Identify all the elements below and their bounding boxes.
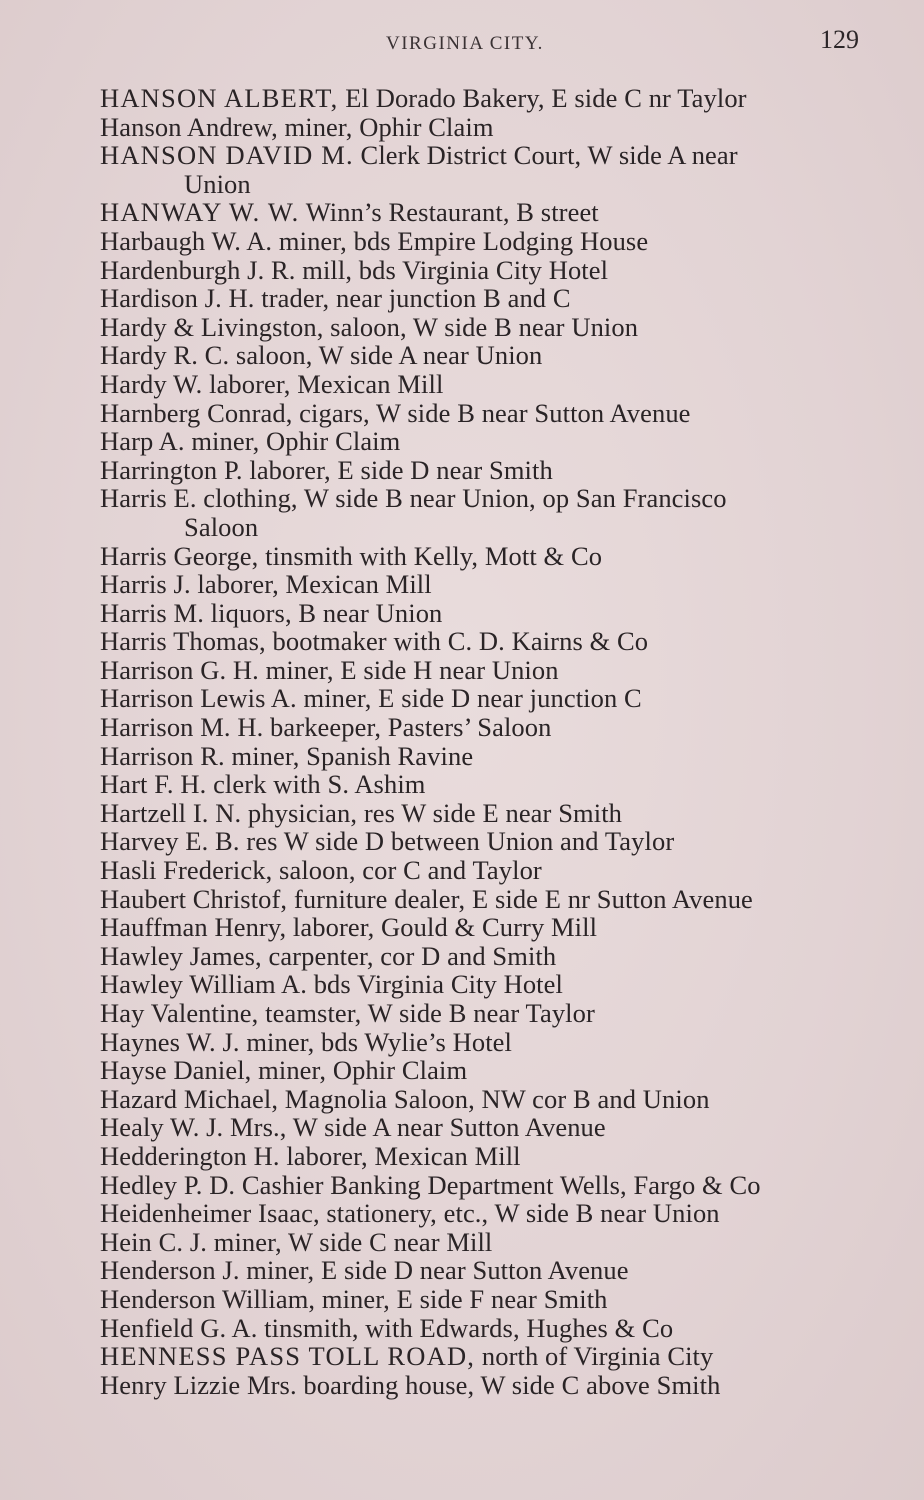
- entry-name: Harrison R.: [100, 740, 225, 771]
- directory-entry: [100, 827, 880, 856]
- directory-entry: [100, 284, 880, 313]
- entry-name: Harrison Lewis A.: [100, 683, 297, 714]
- entry-continuation: Union: [184, 168, 251, 199]
- entry-name: Henderson William,: [100, 1283, 316, 1314]
- entry-details: carpenter, cor D and Smith: [261, 940, 557, 971]
- entry-name: HANSON DAVID M.: [100, 140, 354, 171]
- entry-name: Hardy R. C.: [100, 340, 230, 371]
- entry-name: Harrington P.: [100, 454, 243, 485]
- directory-entry: [100, 1228, 880, 1257]
- entry-details: mill, bds Virginia City Hotel: [295, 254, 609, 285]
- entry-details: Clerk District Court, W side A near: [353, 140, 738, 171]
- entry-name: Henry Lizzie Mrs.: [100, 1369, 297, 1400]
- entry-name: HENNESS PASS TOLL ROAD,: [100, 1341, 476, 1372]
- directory-entry: [100, 1056, 880, 1085]
- directory-entry: [100, 1085, 880, 1114]
- directory-entry: [100, 198, 880, 227]
- directory-entry: [100, 427, 880, 456]
- running-head: [0, 24, 924, 64]
- directory-entry: [100, 770, 880, 799]
- entry-name: Harris George,: [100, 540, 259, 571]
- directory-entry: [100, 1256, 880, 1285]
- directory-entry: [100, 484, 880, 541]
- entry-details: bds Virginia City Hotel: [306, 969, 563, 1000]
- entry-details: bootmaker with C. D. Kairns & Co: [265, 626, 649, 657]
- directory-entry: [100, 1028, 880, 1057]
- directory-entry: [100, 1314, 880, 1343]
- entry-details: saloon, cor C and Taylor: [272, 855, 542, 886]
- entry-name: Hasli Frederick,: [100, 855, 273, 886]
- entry-details: laborer, Mexican Mill: [279, 1140, 521, 1171]
- directory-entry: [100, 399, 880, 428]
- entry-details: miner, E side D near junction C: [296, 683, 642, 714]
- directory-entry: [100, 542, 880, 571]
- entry-name: Hein C. J.: [100, 1226, 207, 1257]
- entry-name: Henderson J.: [100, 1255, 240, 1286]
- entry-name: Hedley P. D.: [100, 1169, 236, 1200]
- entry-details: boarding house, W side C above Smith: [296, 1369, 721, 1400]
- entry-name: Hedderington H.: [100, 1140, 280, 1171]
- directory-entry: [100, 1113, 880, 1142]
- entry-details: barkeeper, Pasters’ Saloon: [263, 712, 552, 743]
- directory-entry: [100, 799, 880, 828]
- entry-details: stationery, etc., W side B near Union: [319, 1198, 720, 1229]
- entry-details: Cashier Banking Department Wells, Fargo & Co: [235, 1169, 761, 1200]
- entry-name: Hauffman Henry,: [100, 912, 287, 943]
- entry-name: Haynes W. J.: [100, 1026, 240, 1057]
- entry-details: tinsmith, with Edwards, Hughes & Co: [257, 1312, 674, 1343]
- entry-details: miner, Ophir Claim: [184, 426, 401, 457]
- directory-entry: [100, 227, 880, 256]
- entry-name: Harris E.: [100, 483, 197, 514]
- entry-name: Hardy W.: [100, 368, 203, 399]
- entry-details: laborer, Mexican Mill: [202, 368, 444, 399]
- entry-name: Hanson Andrew,: [100, 111, 278, 142]
- entry-details: miner, bds Empire Lodging House: [272, 225, 649, 256]
- entry-details: miner, Ophir Claim: [277, 111, 494, 142]
- entry-details: clerk with S. Ashim: [206, 769, 426, 800]
- entry-name: Henfield G. A.: [100, 1312, 258, 1343]
- entry-name: Hardenburgh J. R.: [100, 254, 296, 285]
- entry-details: miner, E side H near Union: [258, 654, 559, 685]
- entry-details: north of Virginia City: [475, 1341, 714, 1372]
- entry-name: Hawley William A.: [100, 969, 307, 1000]
- directory-entry: [100, 1199, 880, 1228]
- entry-name: Hayse Daniel,: [100, 1055, 252, 1086]
- entry-details: laborer, E side D near Smith: [242, 454, 553, 485]
- directory-entry: [100, 885, 880, 914]
- entry-details: teamster, W side B near Taylor: [258, 998, 595, 1028]
- entry-details: liquors, B near Union: [203, 597, 443, 628]
- entry-name: Harris Thomas,: [100, 626, 266, 657]
- entry-details: miner, W side C near Mill: [207, 1226, 493, 1257]
- entry-details: laborer, Mexican Mill: [190, 569, 432, 600]
- directory-entry: [100, 341, 880, 370]
- entry-name: Haubert Christof,: [100, 883, 288, 914]
- directory-entry: [100, 599, 880, 628]
- entry-name: Hawley James,: [100, 940, 262, 971]
- directory-entry: [100, 1142, 880, 1171]
- directory-entry: [100, 684, 880, 713]
- entry-name: Hardy & Livingston,: [100, 311, 324, 342]
- entry-details: cigars, W side B near Sutton Avenue: [292, 397, 691, 428]
- directory-entry: [100, 113, 880, 142]
- entry-name: Harbaugh W. A.: [100, 225, 273, 256]
- directory-entry: [100, 456, 880, 485]
- directory-entry: [100, 570, 880, 599]
- directory-entry: [100, 999, 880, 1028]
- directory-entry: [100, 84, 880, 113]
- entry-details: El Dorado Bakery, E side C nr Taylor: [338, 83, 747, 113]
- entry-details: miner, E side D near Sutton Avenue: [239, 1255, 629, 1286]
- entry-details: miner, bds Wylie’s Hotel: [239, 1026, 513, 1057]
- directory-entry: [100, 313, 880, 342]
- entry-details: clothing, W side B near Union, op San Francisco: [196, 483, 727, 514]
- directory-entry: [100, 1285, 880, 1314]
- entry-details: Winn’s Restaurant, B street: [299, 197, 599, 228]
- directory-entry: [100, 627, 880, 656]
- directory-entry: [100, 1371, 880, 1400]
- entry-details: Magnolia Saloon, NW cor B and Union: [278, 1083, 710, 1114]
- entry-name: Healy W. J. Mrs.,: [100, 1112, 287, 1143]
- directory-entry: [100, 970, 880, 999]
- entry-name: Harnberg Conrad,: [100, 397, 293, 428]
- entry-name: Harp A.: [100, 426, 185, 457]
- directory-entry: [100, 141, 880, 198]
- entry-details: tinsmith with Kelly, Mott & Co: [258, 540, 603, 571]
- entry-details: saloon, W side A near Union: [229, 340, 543, 371]
- page-number: 129: [820, 25, 859, 54]
- entry-name: Hazard Michael,: [100, 1083, 279, 1114]
- entry-details: miner, Spanish Ravine: [224, 740, 474, 771]
- entry-name: Hartzell I. N.: [100, 797, 242, 828]
- entry-details: res W side D between Union and Taylor: [239, 826, 675, 857]
- entry-name: Harris M.: [100, 597, 204, 628]
- entry-name: Hay Valentine,: [100, 998, 259, 1028]
- entry-name: HANSON ALBERT,: [100, 83, 339, 113]
- entry-name: Heidenheimer Isaac,: [100, 1198, 320, 1229]
- entry-details: saloon, W side B near Union: [323, 311, 639, 342]
- directory-entry: [100, 1171, 880, 1200]
- entry-name: Hart F. H.: [100, 769, 207, 800]
- directory-entry: [100, 913, 880, 942]
- entry-details: physician, res W side E near Smith: [241, 797, 623, 828]
- entry-name: Harrison G. H.: [100, 654, 259, 685]
- directory-entry: [100, 656, 880, 685]
- entry-details: furniture dealer, E side E nr Sutton Avenue: [287, 883, 753, 914]
- entry-details: miner, Ophir Claim: [251, 1055, 468, 1086]
- entry-name: HANWAY W. W.: [100, 197, 300, 228]
- entry-details: laborer, Gould & Curry Mill: [286, 912, 598, 943]
- directory-entry: [100, 742, 880, 771]
- entry-name: Hardison J. H.: [100, 283, 255, 314]
- entry-name: Harvey E. B.: [100, 826, 240, 857]
- entry-name: Harris J.: [100, 569, 191, 600]
- entry-continuation: Saloon: [184, 511, 259, 542]
- directory-entry: [100, 942, 880, 971]
- directory-entry: [100, 256, 880, 285]
- directory-entry: [100, 370, 880, 399]
- running-title: VIRGINIA CITY.: [386, 33, 544, 54]
- directory-entries: [100, 84, 880, 1399]
- entry-details: W side A near Sutton Avenue: [286, 1112, 606, 1143]
- entry-details: trader, near junction B and C: [254, 283, 571, 314]
- directory-entry: [100, 856, 880, 885]
- directory-entry: [100, 1342, 880, 1371]
- entry-details: miner, E side F near Smith: [315, 1283, 608, 1314]
- entry-name: Harrison M. H.: [100, 712, 264, 743]
- directory-entry: [100, 713, 880, 742]
